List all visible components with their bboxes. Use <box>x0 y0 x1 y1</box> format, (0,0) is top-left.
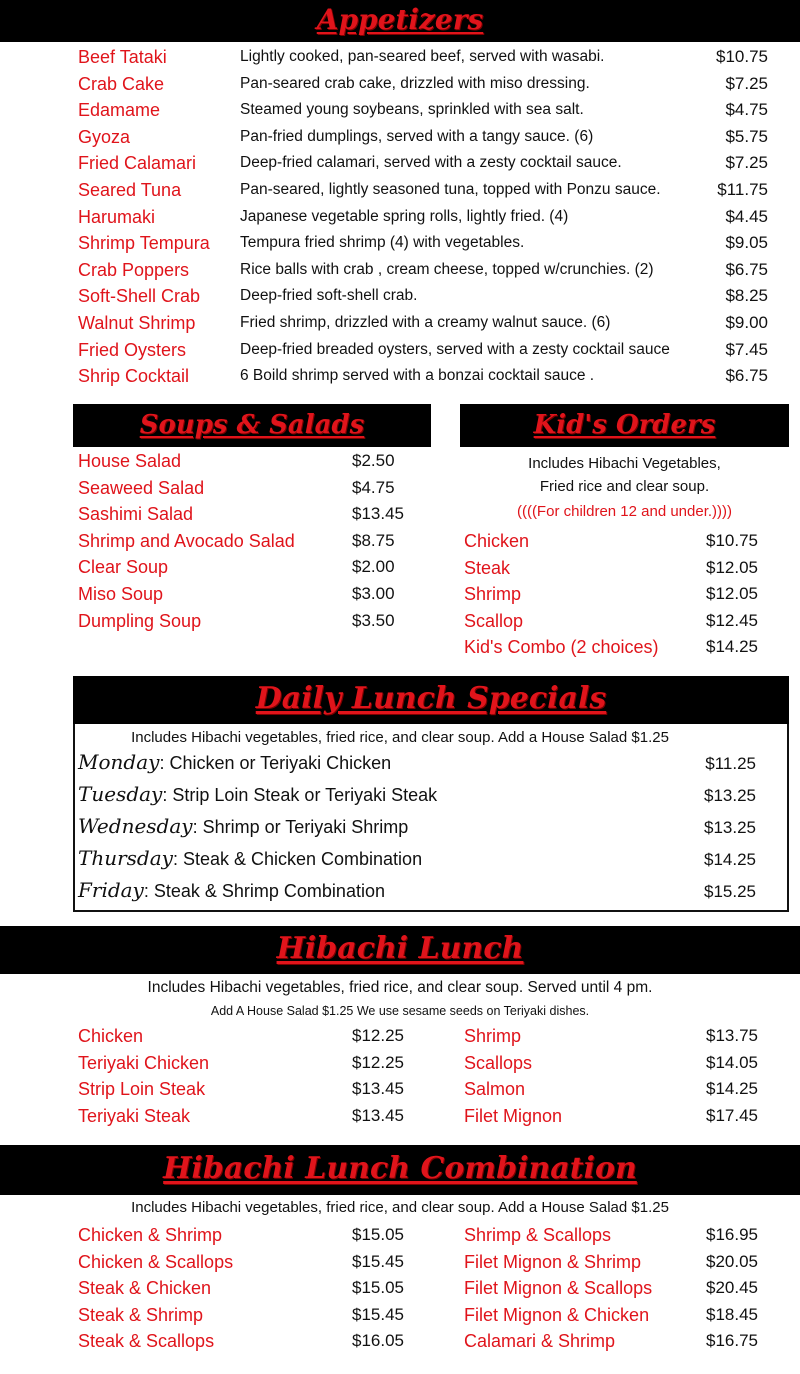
appetizer-price: $7.25 <box>725 73 768 93</box>
hibachi-left-item-name: Chicken <box>78 1026 144 1046</box>
soups-title: Soups & Salads <box>139 410 365 440</box>
combo-left-item-price: $16.05 <box>352 1331 404 1351</box>
daily-price: $15.25 <box>704 882 756 901</box>
appetizer-row <box>0 97 800 123</box>
combo-right-item-price: $20.45 <box>706 1278 758 1298</box>
appetizers-banner <box>0 0 800 42</box>
daily-day: Friday <box>78 878 144 902</box>
soup-item-name: Dumpling Soup <box>78 610 202 631</box>
soup-item-price: $2.50 <box>352 451 395 470</box>
combo-right-item-price: $20.05 <box>706 1251 758 1271</box>
combo-banner <box>0 1145 800 1195</box>
kids-note-3: ((((For children 12 and under.)))) <box>516 503 733 520</box>
kids-note-2: Fried rice and clear soup. <box>539 478 710 495</box>
appetizer-price: $4.75 <box>725 100 768 120</box>
kids-banner <box>460 404 789 447</box>
combo-left-item-name: Steak & Scallops <box>78 1331 215 1352</box>
combo-left-item-price: $15.05 <box>352 1225 404 1244</box>
daily-day: Tuesday <box>78 782 163 806</box>
appetizer-row <box>0 150 800 176</box>
kids-item-price: $14.25 <box>706 637 758 657</box>
hibachi-right-item-name: Filet Mignon <box>464 1105 563 1126</box>
soup-item-price: $2.00 <box>352 557 395 577</box>
appetizer-price: $11.75 <box>717 180 768 199</box>
combo-note: Includes Hibachi vegetables, fried rice, and clear soup. Add a House Salad $1.25 <box>131 1199 669 1216</box>
appetizer-desc: Rice balls with crab , cream cheese, topped w/crunchies. (2) <box>240 260 654 278</box>
appetizer-price: $4.45 <box>725 206 768 226</box>
combo-left-item-name: Chicken & Shrimp <box>78 1225 223 1245</box>
appetizer-desc: Pan-fried dumplings, served with a tangy sauce. (6) <box>240 127 594 145</box>
appetizer-row <box>0 177 800 203</box>
kids-title: Kid's Orders <box>533 410 716 440</box>
hibachi-right-item-price: $17.45 <box>706 1105 758 1125</box>
kids-item-price: $10.75 <box>706 531 758 550</box>
daily-dish: : Steak & Chicken Combination <box>172 849 423 869</box>
appetizer-name: Walnut Shrimp <box>78 313 196 333</box>
kids-item-name: Scallop <box>464 610 524 631</box>
soup-item-price: $8.75 <box>352 530 395 550</box>
hibachi-right-item-name: Salmon <box>464 1079 526 1100</box>
daily-day: Monday <box>78 750 160 774</box>
daily-banner <box>73 676 789 724</box>
combo-right-item-name: Shrimp & Scallops <box>464 1225 612 1245</box>
soup-item-name: House Salad <box>78 451 182 471</box>
combo-right-item-price: $16.75 <box>706 1331 758 1351</box>
hibachi-right-item-price: $14.05 <box>706 1052 758 1072</box>
soups-banner <box>73 404 431 447</box>
combo-left-item-name: Chicken & Scallops <box>78 1251 234 1272</box>
appetizer-row <box>0 337 800 363</box>
daily-dish: : Strip Loin Steak or Teriyaki Steak <box>162 785 438 805</box>
hibachi-right-item-price: $13.75 <box>706 1026 758 1045</box>
appetizer-row <box>0 257 800 283</box>
appetizer-row <box>0 310 800 336</box>
appetizer-name: Beef Tataki <box>78 47 167 67</box>
combo-left-item-price: $15.45 <box>352 1251 404 1271</box>
soup-item-price: $13.45 <box>352 504 404 524</box>
appetizer-desc: Tempura fried shrimp (4) with vegetables. <box>240 234 525 252</box>
hibachi-right-item-price: $14.25 <box>706 1079 758 1099</box>
daily-dish: : Steak & Shrimp Combination <box>143 881 385 901</box>
daily-dish: : Chicken or Teriyaki Chicken <box>159 753 392 773</box>
combo-right-item-name: Filet Mignon & Scallops <box>464 1278 653 1299</box>
daily-special-row <box>78 878 768 908</box>
soup-item-price: $3.00 <box>352 584 395 603</box>
hibachi-note-2: Add A House Salad $1.25 We use sesame seeds on Teriyaki dishes. <box>210 1004 590 1018</box>
appetizer-row <box>0 204 800 230</box>
kids-item-price: $12.05 <box>706 584 758 604</box>
appetizers-title: Appetizers <box>316 3 484 36</box>
daily-price: $11.25 <box>705 754 756 773</box>
appetizer-desc: Deep-fried calamari, served with a zesty cocktail sauce. <box>240 154 622 172</box>
hibachi-left-item-name: Teriyaki Steak <box>78 1105 191 1126</box>
appetizer-name: Gyoza <box>78 126 131 147</box>
combo-right-item-name: Calamari & Shrimp <box>464 1331 616 1352</box>
hibachi-left-item-price: $13.45 <box>352 1079 404 1099</box>
combo-left-item-price: $15.05 <box>352 1278 404 1298</box>
appetizer-price: $5.75 <box>725 126 768 146</box>
hibachi-left-item-name: Strip Loin Steak <box>78 1079 206 1100</box>
appetizer-row <box>0 230 800 256</box>
daily-special-row <box>78 846 768 876</box>
hibachi-right-item-name: Shrimp <box>464 1026 522 1046</box>
daily-dish: : Shrimp or Teriyaki Shrimp <box>192 817 409 837</box>
hibachi-left-item-price: $12.25 <box>352 1052 404 1072</box>
soup-item-price: $4.75 <box>352 477 395 497</box>
combo-right-item-price: $16.95 <box>706 1225 758 1244</box>
hibachi-left-item-price: $13.45 <box>352 1105 404 1125</box>
daily-day: Wednesday <box>78 814 193 838</box>
daily-special-row <box>78 750 768 780</box>
combo-right-item-name: Filet Mignon & Shrimp <box>464 1251 642 1272</box>
soup-item-name: Seaweed Salad <box>78 477 205 498</box>
appetizer-desc: Pan-seared, lightly seasoned tuna, topped with Ponzu sauce. <box>240 181 661 198</box>
kids-item-name: Chicken <box>464 531 530 551</box>
appetizer-name: Crab Cake <box>78 73 165 94</box>
kids-item-price: $12.45 <box>706 610 758 630</box>
daily-price: $14.25 <box>704 850 756 869</box>
appetizer-name: Soft-Shell Crab <box>78 286 201 307</box>
combo-left-item-name: Steak & Shrimp <box>78 1304 204 1325</box>
appetizer-desc: Steamed young soybeans, sprinkled with sea salt. <box>240 101 584 119</box>
hibachi-banner <box>0 926 800 974</box>
appetizer-row <box>0 363 800 389</box>
appetizer-desc: 6 Boild shrimp served with a bonzai cocktail sauce . <box>240 367 595 385</box>
combo-left-item-name: Steak & Chicken <box>78 1278 212 1299</box>
appetizer-row <box>0 71 800 97</box>
combo-left-item-price: $15.45 <box>352 1304 404 1324</box>
appetizer-name: Shrimp Tempura <box>78 233 210 254</box>
appetizer-desc: Japanese vegetable spring rolls, lightly fried. (4) <box>240 207 569 225</box>
combo-right-item-price: $18.45 <box>706 1304 758 1324</box>
appetizer-desc: Fried shrimp, drizzled with a creamy walnut sauce. (6) <box>240 314 611 331</box>
soup-item-name: Shrimp and Avocado Salad <box>78 530 295 551</box>
daily-special-row <box>78 814 768 844</box>
hibachi-left-item-price: $12.25 <box>352 1026 404 1045</box>
daily-day: Thursday <box>78 846 173 870</box>
kids-item-name: Steak <box>464 557 511 578</box>
soup-item-name: Miso Soup <box>78 584 164 604</box>
appetizer-name: Fried Oysters <box>78 339 187 360</box>
appetizer-row <box>0 283 800 309</box>
appetizer-price: $8.25 <box>725 286 768 306</box>
hibachi-title: Hibachi Lunch <box>276 931 524 966</box>
appetizer-price: $9.05 <box>725 233 768 253</box>
appetizer-price: $9.00 <box>725 313 768 332</box>
kids-item-price: $12.05 <box>706 557 758 577</box>
appetizer-price: $6.75 <box>725 259 768 279</box>
daily-title: Daily Lunch Specials <box>255 681 607 716</box>
appetizer-name: Fried Calamari <box>78 153 197 174</box>
hibachi-note-1: Includes Hibachi vegetables, fried rice, and clear soup. Served until 4 pm. <box>147 979 653 996</box>
appetizer-name: Shrip Cocktail <box>78 366 190 387</box>
appetizer-desc: Deep-fried soft-shell crab. <box>240 287 418 305</box>
kids-note-1: Includes Hibachi Vegetables, <box>528 455 721 472</box>
combo-title: Hibachi Lunch Combination <box>163 1151 637 1186</box>
hibachi-left-item-name: Teriyaki Chicken <box>78 1052 210 1073</box>
appetizer-price: $7.45 <box>725 339 768 359</box>
appetizer-name: Edamame <box>78 100 161 121</box>
daily-note: Includes Hibachi vegetables, fried rice, and clear soup. Add a House Salad $1.25 <box>131 729 669 746</box>
appetizer-price: $10.75 <box>716 47 768 66</box>
appetizer-name: Crab Poppers <box>78 259 190 280</box>
hibachi-right-item-name: Scallops <box>464 1052 533 1073</box>
soup-item-price: $3.50 <box>352 610 395 630</box>
daily-special-row <box>78 782 768 812</box>
combo-right-item-name: Filet Mignon & Chicken <box>464 1304 650 1325</box>
appetizer-name: Harumaki <box>78 206 156 227</box>
appetizer-price: $6.75 <box>725 366 768 386</box>
daily-price: $13.25 <box>704 818 756 837</box>
appetizer-name: Seared Tuna <box>78 180 182 200</box>
daily-price: $13.25 <box>704 786 756 805</box>
appetizer-price: $7.25 <box>725 153 768 173</box>
soup-item-name: Sashimi Salad <box>78 504 194 525</box>
appetizer-row <box>0 44 800 70</box>
appetizer-desc: Lightly cooked, pan-seared beef, served with wasabi. <box>240 48 605 65</box>
soup-item-name: Clear Soup <box>78 557 169 578</box>
appetizer-desc: Deep-fried breaded oysters, served with a zesty cocktail sauce <box>240 340 670 358</box>
kids-item-name: Kid's Combo (2 choices) <box>464 637 659 658</box>
appetizer-desc: Pan-seared crab cake, drizzled with miso dressing. <box>240 74 590 92</box>
kids-item-name: Shrimp <box>464 584 522 605</box>
appetizer-row <box>0 124 800 150</box>
